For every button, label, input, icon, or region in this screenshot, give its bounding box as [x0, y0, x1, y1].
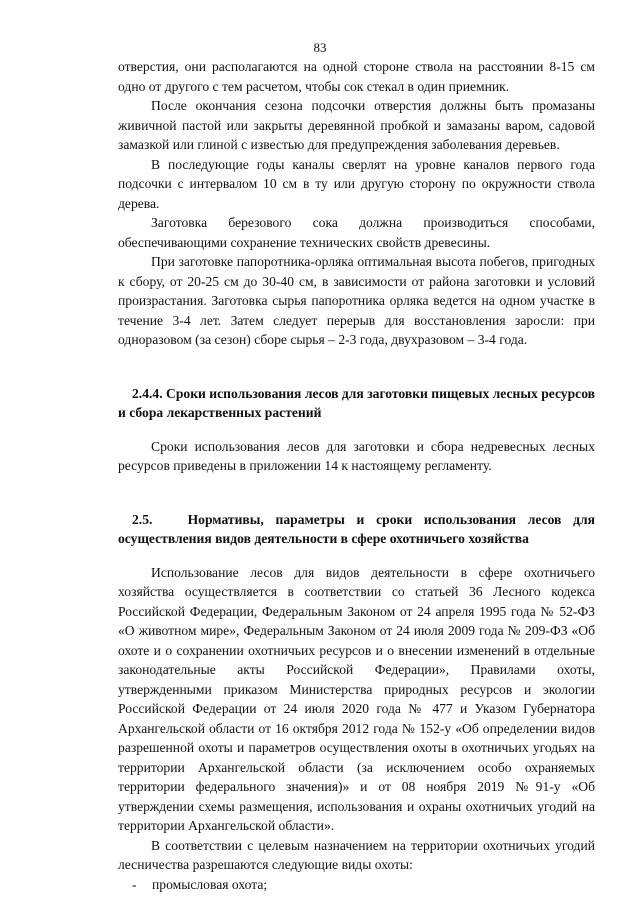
- page-content: [118, 57, 599, 894]
- spacer: [118, 350, 595, 384]
- section-heading-2-5: 2.5. Нормативы, параметры и сроки использования лесов для осуществления видов деятельности в сфере охотничьего хозяйства: [118, 511, 599, 546]
- list-dash: -: [132, 876, 137, 892]
- section-heading-2-4-4: 2.4.4. Сроки использования лесов для заготовки пищевых лесных ресурсов и сбора лекарственных растений: [118, 385, 595, 420]
- paragraph: В соответствии с целевым назначением на территории охотничьих угодий лесничества разрешаются следующие виды охоты:: [118, 837, 595, 872]
- paragraph: Использование лесов для видов деятельности в сфере охотничьего хозяйства осуществляется в соответствии со статьей 36 Лесного кодекса Российской Федерации, Федеральным Законом от 24 апреля 1995 года № 52-ФЗ «О животном мире», Федеральным Законом от 24 июля 2009 года № 209-ФЗ «Об охоте и о сохранении охотничьих ресурсов и о внесении изменений в отдельные законодательные акты Российской Федерации», Правилами охоты, утвержденными приказом Министерства природных ресурсов и экологии Российской Федерации от 24 июля 2020 года № 477 и Указом Губернатора Архангельской области от 16 октября 2012 года № 152-у «Об определении видов разрешенной охоты и параметров осуществления охоты в охотничьих угодьях на территории Архангельской области (за исключением особо охраняемых территории федерального значения)» и от 08 ноября 2019 №91-у «Об утверждении схемы размещения, использования и охраны охотничьих угодий на территории Архангельской области».: [118, 564, 595, 833]
- paragraph: Сроки использования лесов для заготовки и сбора недревесных лесных ресурсов приведены в приложении 14 к настоящему регламенту.: [118, 438, 595, 473]
- page-number: 83: [313, 40, 327, 55]
- list-item: [118, 875, 595, 895]
- spacer: [118, 423, 595, 437]
- paragraph: При заготовке папоротника-орляка оптимальная высота побегов, пригодных к сбору, от 20-25 см до 30-40 см, в зависимости от района заготовки и условий произрастания. Заготовка сырья папоротника орляка ведется на одном участке в течение 3-4 лет. Затем следует перерыв для восстановления заросли: при одноразовом (за сезон) сборе сырья – 2-3 года, двухразовом – 3-4 года.: [118, 254, 595, 347]
- paragraph: В последующие годы каналы сверлят на уровне каналов первого года подсочки с интервалом 10 см в ту или другую сторону по окружности ствола дерева.: [118, 156, 595, 211]
- paragraph: После окончания сезона подсочки отверстия должны быть промазаны живичной пастой или закрыты деревянной пробкой и замазаны варом, садовой замазкой или глиной с известью для предупреждения заболевания деревьев.: [118, 98, 595, 152]
- paragraph: Заготовка березового сока должна производиться способами, обеспечивающими сохранение технических свойств древесины.: [118, 215, 595, 250]
- spacer: [118, 549, 595, 563]
- paragraph-continuation: отверстия, они располагаются на одной стороне ствола на расстоянии 8-15 см одно от другого с тем расчетом, чтобы сок стекал в один приемник.: [118, 59, 595, 94]
- list-item-text: промысловая охота;: [152, 876, 268, 892]
- spacer: [118, 476, 595, 510]
